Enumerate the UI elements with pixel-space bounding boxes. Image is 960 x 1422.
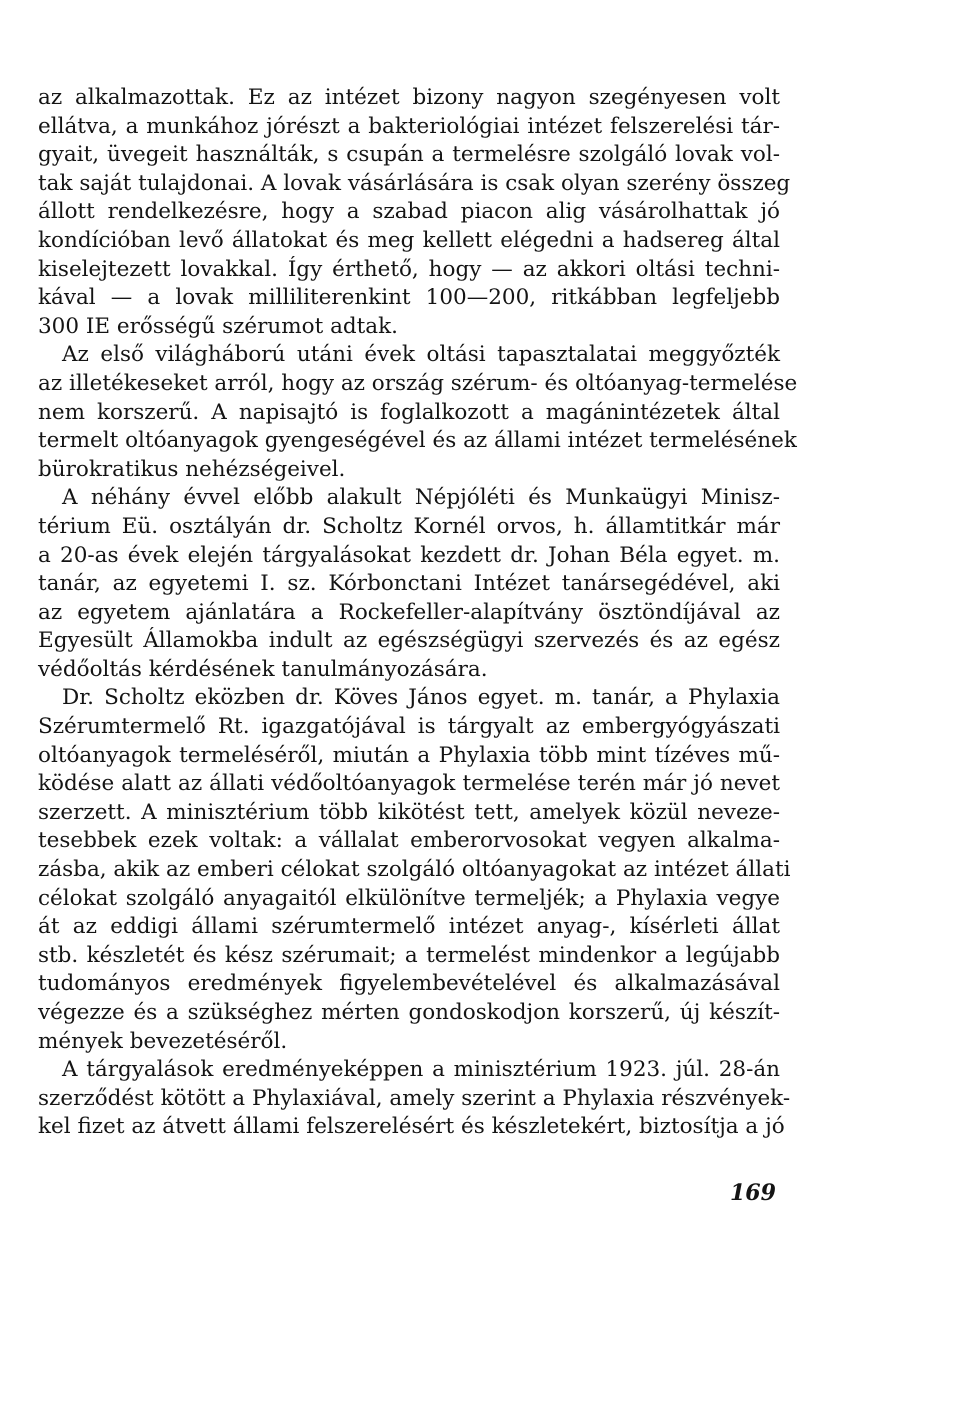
text-line: zásba, akik az emberi célokat szolgáló oltóanyagokat az intézet állati xyxy=(38,857,791,883)
text-line: térium Eü. osztályán dr. Scholtz Kornél orvos, h. államtitkár már xyxy=(38,513,780,539)
text-line: az egyetem ajánlatára a Rockefeller-alapítvány ösztöndíjával az xyxy=(38,599,780,625)
text-line: 300 IE erősségű szérumot adtak. xyxy=(38,313,398,339)
text-line: kondícióban levő állatokat és meg kellett elégedni a hadsereg által xyxy=(38,227,780,253)
text-line: Egyesült Államokba indult az egészségügyi szervezés és az egész xyxy=(38,628,780,654)
text-line: tudományos eredmények figyelembevételével és alkalmazásával xyxy=(38,971,780,997)
text-line: A néhány évvel előbb alakult Népjóléti és Munkaügyi Minisz- xyxy=(62,485,780,511)
text-line: termelt oltóanyagok gyengeségével és az állami intézet termelésének xyxy=(38,428,797,454)
text-line: át az eddigi állami szérumtermelő intézet anyag-, kísérleti állat xyxy=(38,914,780,940)
body-text xyxy=(38,84,798,1142)
text-line: tak saját tulajdonai. A lovak vásárlására is csak olyan szerény összeg xyxy=(38,170,791,196)
text-line: kával — a lovak milliliterenkint 100—200, ritkábban legfeljebb xyxy=(38,285,780,311)
text-line: az illetékeseket arról, hogy az ország szérum- és oltóanyag-termelése xyxy=(38,370,798,396)
text-line: A tárgyalások eredményeképpen a minisztérium 1923. júl. 28-án xyxy=(62,1057,780,1083)
text-line: gyait, üvegeit használták, s csupán a termelésre szolgáló lovak vol- xyxy=(38,142,780,168)
text-line: Dr. Scholtz eközben dr. Köves János egyet. m. tanár, a Phylaxia xyxy=(62,685,780,711)
text-line: védőoltás kérdésének tanulmányozására. xyxy=(38,656,488,682)
text-line: stb. készletét és kész szérumait; a termelést mindenkor a legújabb xyxy=(38,942,780,968)
text-line: Szérumtermelő Rt. igazgatójával is tárgyalt az embergyógyászati xyxy=(38,714,780,740)
text-line: nem korszerű. A napisajtó is foglalkozott a magánintézetek által xyxy=(38,399,780,425)
text-line: a 20-as évek elején tárgyalásokat kezdett dr. Johan Béla egyet. m. xyxy=(38,542,780,568)
text-line: szerződést kötött a Phylaxiával, amely szerint a Phylaxia részvények- xyxy=(38,1085,791,1111)
text-line: ellátva, a munkához jórészt a bakteriológiai intézet felszerelési tár- xyxy=(38,113,780,139)
text-line: végezze és a szükséghez mérten gondoskodjon korszerű, új készít- xyxy=(38,1000,780,1025)
text-line: kiselejtezett lovakkal. Így érthető, hogy — az akkori oltási techni- xyxy=(38,256,780,282)
text-line: Az első világháború utáni évek oltási tapasztalatai meggyőzték xyxy=(62,342,780,368)
text-line: oltóanyagok termeléséről, miután a Phylaxia több mint tízéves mű- xyxy=(38,742,780,768)
text-line: bürokratikus nehézségeivel. xyxy=(38,456,346,482)
text-line: az alkalmazottak. Ez az intézet bizony nagyon szegényesen volt xyxy=(38,85,780,110)
text-line: ködése alatt az állati védőoltóanyagok termelése terén már jó nevet xyxy=(38,771,780,797)
text-line: szerzett. A minisztérium több kikötést tett, amelyek közül neveze- xyxy=(38,799,780,825)
text-line: mények bevezetéséről. xyxy=(38,1028,288,1054)
text-line: tesebbek ezek voltak: a vállalat emberorvosokat vegyen alkalma- xyxy=(38,828,780,854)
text-line: kel fizet az átvett állami felszerelésért és készletekért, biztosítja a jó xyxy=(38,1114,785,1140)
text-line: állott rendelkezésre, hogy a szabad piacon alig vásárolhattak jó xyxy=(38,199,780,225)
page-number: 169 xyxy=(730,1180,776,1206)
text-line: célokat szolgáló anyagaitól elkülönítve termeljék; a Phylaxia vegye xyxy=(38,885,780,911)
text-line: tanár, az egyetemi I. sz. Kórbonctani Intézet tanársegédével, aki xyxy=(38,571,780,597)
